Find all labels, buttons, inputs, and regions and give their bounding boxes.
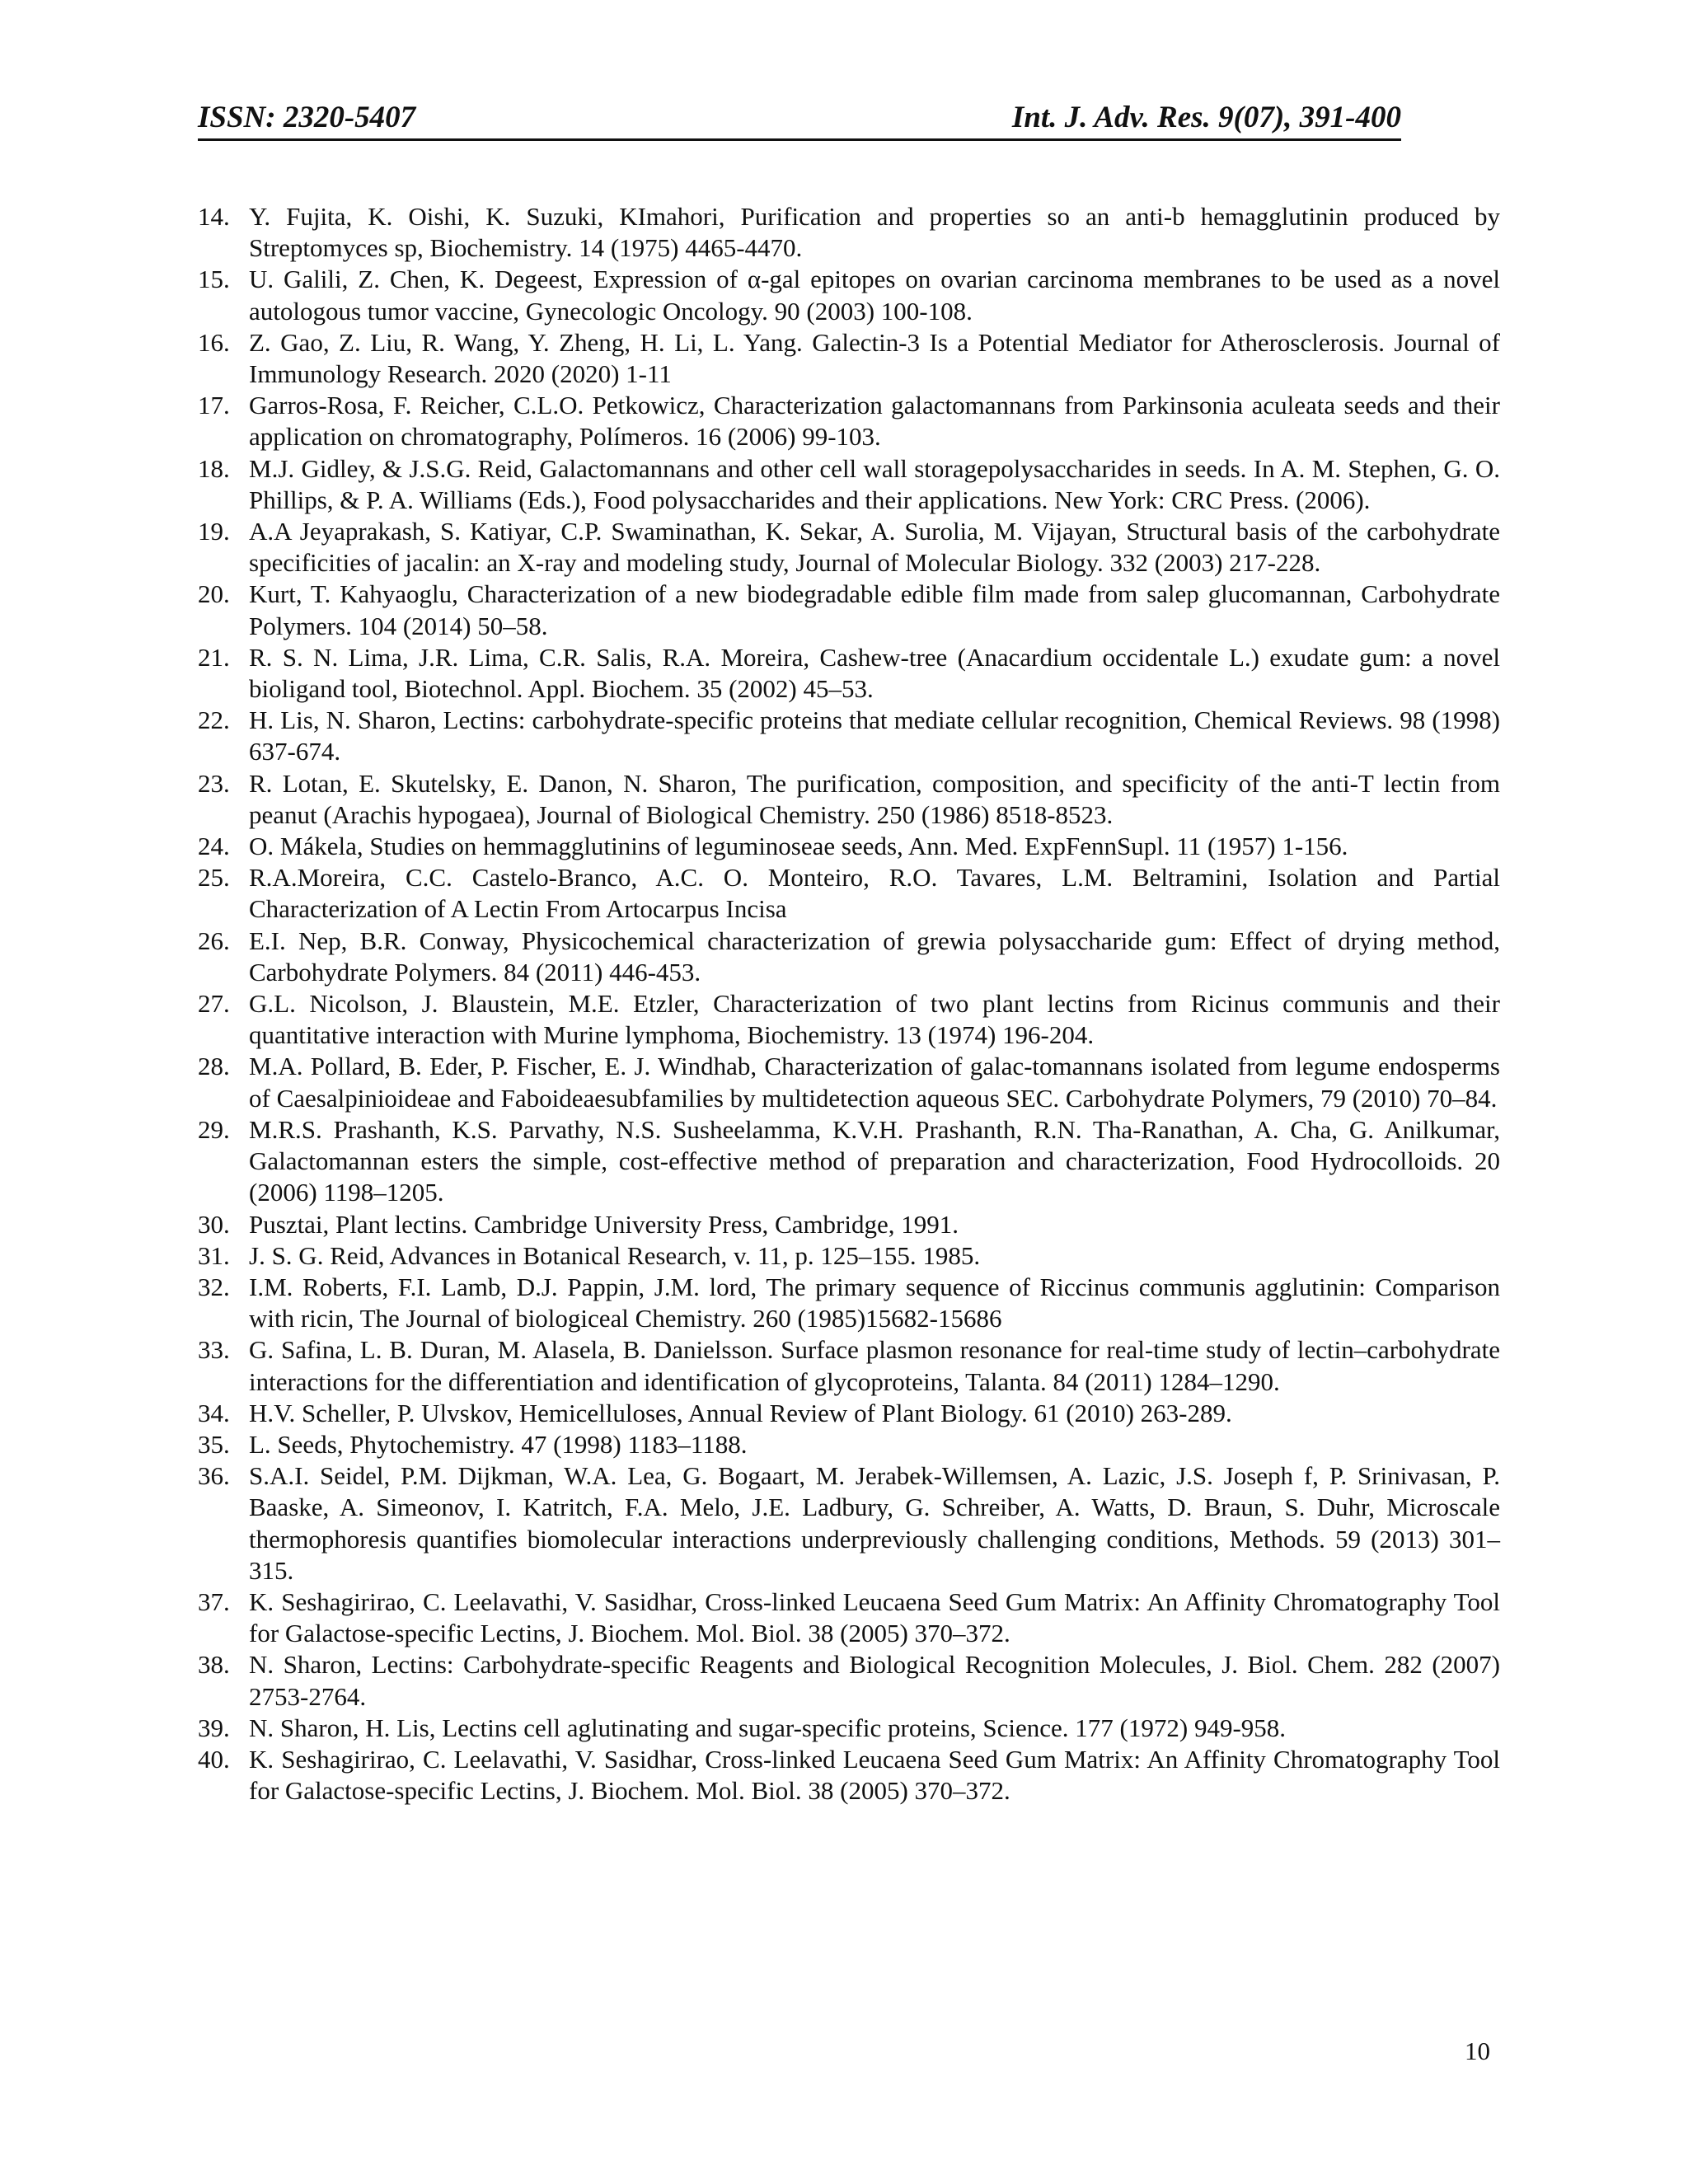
reference-number: 14. bbox=[198, 202, 230, 231]
reference-number: 32. bbox=[198, 1272, 230, 1301]
reference-text: R. Lotan, E. Skutelsky, E. Danon, N. Sharon, The purification, composition, and specificity of the anti-T lectin from peanut (Arachis hypogaea), Journal of Biological Chemistry. 250 (1986) 8518-8523. bbox=[249, 768, 1500, 829]
reference-number: 15. bbox=[198, 265, 230, 294]
reference-number: 21. bbox=[198, 642, 230, 672]
reference-item bbox=[198, 1272, 1500, 1334]
reference-number: 22. bbox=[198, 705, 230, 735]
reference-text: Z. Gao, Z. Liu, R. Wang, Y. Zheng, H. Li, L. Yang. Galectin-3 Is a Potential Mediator for Atherosclerosis. Journal of Immunology Research. 2020 (2020) 1-11 bbox=[249, 327, 1500, 389]
reference-item bbox=[198, 327, 1500, 390]
reference-number: 36. bbox=[198, 1461, 230, 1491]
reference-item bbox=[198, 926, 1500, 988]
reference-text: Y. Fujita, K. Oishi, K. Suzuki, KImahori, Purification and properties so an anti-b hemagglutinin produced by Streptomyces sp, Biochemistry. 14 (1975) 4465-4470. bbox=[249, 202, 1500, 263]
reference-text: O. Mákela, Studies on hemmagglutinins of leguminoseae seeds, Ann. Med. ExpFennSupl. 11 (1957) 1-156. bbox=[249, 832, 1348, 861]
reference-text: Garros-Rosa, F. Reicher, C.L.O. Petkowicz, Characterization galactomannans from Parkinsonia aculeata seeds and their application on chromatography, Polímeros. 16 (2006) 99-103. bbox=[249, 391, 1500, 452]
reference-number: 39. bbox=[198, 1713, 230, 1742]
reference-item bbox=[198, 1051, 1500, 1113]
reference-number: 18. bbox=[198, 453, 230, 483]
reference-item bbox=[198, 1744, 1500, 1807]
reference-text: G. Safina, L. B. Duran, M. Alasela, B. Danielsson. Surface plasmon resonance for real-time study of lectin–carbohydrate interactions for the differentiation and identification of glycoproteins, Talanta. 84 (2011) 1284–1290. bbox=[249, 1335, 1500, 1396]
reference-item bbox=[198, 516, 1500, 579]
reference-item bbox=[198, 831, 1500, 862]
reference-item bbox=[198, 1429, 1500, 1460]
reference-item bbox=[198, 1713, 1500, 1744]
reference-item bbox=[198, 705, 1500, 767]
reference-number: 37. bbox=[198, 1586, 230, 1616]
page-number: 10 bbox=[1465, 2036, 1490, 2065]
reference-number: 40. bbox=[198, 1744, 230, 1774]
reference-item bbox=[198, 1334, 1500, 1397]
reference-item bbox=[198, 1586, 1500, 1649]
reference-text: N. Sharon, Lectins: Carbohydrate-specific Reagents and Biological Recognition Molecules, J. Biol. Chem. 282 (2007) 2753-2764. bbox=[249, 1650, 1500, 1711]
reference-number: 23. bbox=[198, 768, 230, 798]
reference-item bbox=[198, 1114, 1500, 1209]
reference-item bbox=[198, 1649, 1500, 1712]
reference-number: 26. bbox=[198, 926, 230, 955]
reference-item bbox=[198, 988, 1500, 1051]
reference-text: R.A.Moreira, C.C. Castelo-Branco, A.C. O. Monteiro, R.O. Tavares, L.M. Beltramini, Isolation and Partial Characterization of A Lectin From Artocarpus Incisa bbox=[249, 863, 1500, 924]
running-header bbox=[198, 97, 1401, 141]
reference-number: 33. bbox=[198, 1335, 230, 1365]
reference-number: 34. bbox=[198, 1398, 230, 1427]
reference-number: 28. bbox=[198, 1052, 230, 1081]
reference-number: 30. bbox=[198, 1209, 230, 1239]
reference-text: S.A.I. Seidel, P.M. Dijkman, W.A. Lea, G. Bogaart, M. Jerabek-Willemsen, A. Lazic, J.S. Joseph f, P. Srinivasan, P. Baaske, A. Simeonov, I. Katritch, F.A. Melo, J.E. Ladbury, G. Schreiber, A. Watts, D. Braun, S. Duhr, Microscale thermophoresis quantifies biomolecular interactions underpreviously challenging conditions, Methods. 59 (2013) 301–315. bbox=[249, 1461, 1500, 1585]
reference-text: H. Lis, N. Sharon, Lectins: carbohydrate-specific proteins that mediate cellular recognition, Chemical Reviews. 98 (1998) 637-674. bbox=[249, 705, 1500, 766]
reference-text: K. Seshagirirao, C. Leelavathi, V. Sasidhar, Cross-linked Leucaena Seed Gum Matrix: An Affinity Chromatography Tool for Galactose-specific Lectins, J. Biochem. Mol. Biol. 38 (2005) 370–372. bbox=[249, 1586, 1500, 1648]
reference-text: M.A. Pollard, B. Eder, P. Fischer, E. J. Windhab, Characterization of galac-tomannans isolated from legume endosperms of Caesalpinioideae and Faboideaesubfamilies by multidetection aqueous SEC. Carbohydrate Polymers, 79 (2010) 70–84. bbox=[249, 1052, 1500, 1113]
reference-number: 29. bbox=[198, 1114, 230, 1144]
reference-number: 20. bbox=[198, 579, 230, 609]
reference-item bbox=[198, 453, 1500, 516]
reference-item bbox=[198, 642, 1500, 705]
reference-number: 24. bbox=[198, 832, 230, 861]
reference-number: 35. bbox=[198, 1429, 230, 1459]
reference-item bbox=[198, 1460, 1500, 1586]
reference-number: 17. bbox=[198, 391, 230, 420]
reference-item bbox=[198, 201, 1500, 264]
reference-number: 27. bbox=[198, 989, 230, 1019]
reference-text: J. S. G. Reid, Advances in Botanical Research, v. 11, p. 125–155. 1985. bbox=[249, 1240, 981, 1270]
reference-text: M.R.S. Prashanth, K.S. Parvathy, N.S. Susheelamma, K.V.H. Prashanth, R.N. Tha-Ranathan, A. Cha, G. Anilkumar, Galactomannan esters the simple, cost-effective method of preparation and characterization, Food Hydrocolloids. 20 (2006) 1198–1205. bbox=[249, 1114, 1500, 1207]
reference-text: M.J. Gidley, & J.S.G. Reid, Galactomannans and other cell wall storagepolysaccharides in seeds. In A. M. Stephen, G. O. Phillips, & P. A. Williams (Eds.), Food polysaccharides and their applications. New York: CRC Press. (2006). bbox=[249, 453, 1500, 514]
reference-text: A.A Jeyaprakash, S. Katiyar, C.P. Swaminathan, K. Sekar, A. Surolia, M. Vijayan, Structural basis of the carbohydrate specificities of jacalin: an X-ray and modeling study, Journal of Molecular Biology. 332 (2003) 217-228. bbox=[249, 517, 1500, 578]
reference-text: N. Sharon, H. Lis, Lectins cell aglutinating and sugar-specific proteins, Science. 177 (1972) 949-958. bbox=[249, 1713, 1287, 1742]
reference-number: 38. bbox=[198, 1650, 230, 1680]
reference-item bbox=[198, 579, 1500, 641]
reference-text: L. Seeds, Phytochemistry. 47 (1998) 1183–1188. bbox=[249, 1429, 748, 1459]
reference-text: U. Galili, Z. Chen, K. Degeest, Expression of α-gal epitopes on ovarian carcinoma membranes to be used as a novel autologous tumor vaccine, Gynecologic Oncology. 90 (2003) 100-108. bbox=[249, 265, 1500, 326]
reference-item bbox=[198, 1240, 1500, 1272]
reference-number: 16. bbox=[198, 327, 230, 357]
reference-text: Kurt, T. Kahyaoglu, Characterization of a new biodegradable edible film made from salep glucomannan, Carbohydrate Polymers. 104 (2014) 50–58. bbox=[249, 579, 1500, 640]
header-journal-citation: Int. J. Adv. Res. 9(07), 391-400 bbox=[1011, 101, 1401, 134]
reference-text: Pusztai, Plant lectins. Cambridge University Press, Cambridge, 1991. bbox=[249, 1209, 959, 1239]
reference-item bbox=[198, 862, 1500, 925]
reference-item bbox=[198, 264, 1500, 326]
header-issn: ISSN: 2320-5407 bbox=[198, 101, 416, 134]
reference-text: I.M. Roberts, F.I. Lamb, D.J. Pappin, J.M. lord, The primary sequence of Riccinus communis agglutinin: Comparison with ricin, The Journal of biologiceal Chemistry. 260 (1985)15682-15686 bbox=[249, 1272, 1500, 1333]
reference-number: 25. bbox=[198, 863, 230, 893]
reference-text: R. S. N. Lima, J.R. Lima, C.R. Salis, R.A. Moreira, Cashew-tree (Anacardium occidentale L.) exudate gum: a novel bioligand tool, Biotechnol. Appl. Biochem. 35 (2002) 45–53. bbox=[249, 642, 1500, 704]
reference-text: E.I. Nep, B.R. Conway, Physicochemical characterization of grewia polysaccharide gum: Effect of drying method, Carbohydrate Polymers. 84 (2011) 446-453. bbox=[249, 926, 1500, 987]
reference-text: H.V. Scheller, P. Ulvskov, Hemicelluloses, Annual Review of Plant Biology. 61 (2010) 263-289. bbox=[249, 1398, 1232, 1427]
reference-item bbox=[198, 1209, 1500, 1240]
reference-item bbox=[198, 1398, 1500, 1429]
reference-number: 19. bbox=[198, 517, 230, 546]
reference-list bbox=[198, 201, 1500, 1807]
reference-text: G.L. Nicolson, J. Blaustein, M.E. Etzler, Characterization of two plant lectins from Ricinus communis and their quantitative interaction with Murine lymphoma, Biochemistry. 13 (1974) 196-204. bbox=[249, 989, 1500, 1050]
reference-item bbox=[198, 390, 1500, 452]
reference-text: K. Seshagirirao, C. Leelavathi, V. Sasidhar, Cross-linked Leucaena Seed Gum Matrix: An Affinity Chromatography Tool for Galactose-specific Lectins, J. Biochem. Mol. Biol. 38 (2005) 370–372. bbox=[249, 1744, 1500, 1806]
reference-number: 31. bbox=[198, 1240, 230, 1270]
reference-item bbox=[198, 768, 1500, 831]
